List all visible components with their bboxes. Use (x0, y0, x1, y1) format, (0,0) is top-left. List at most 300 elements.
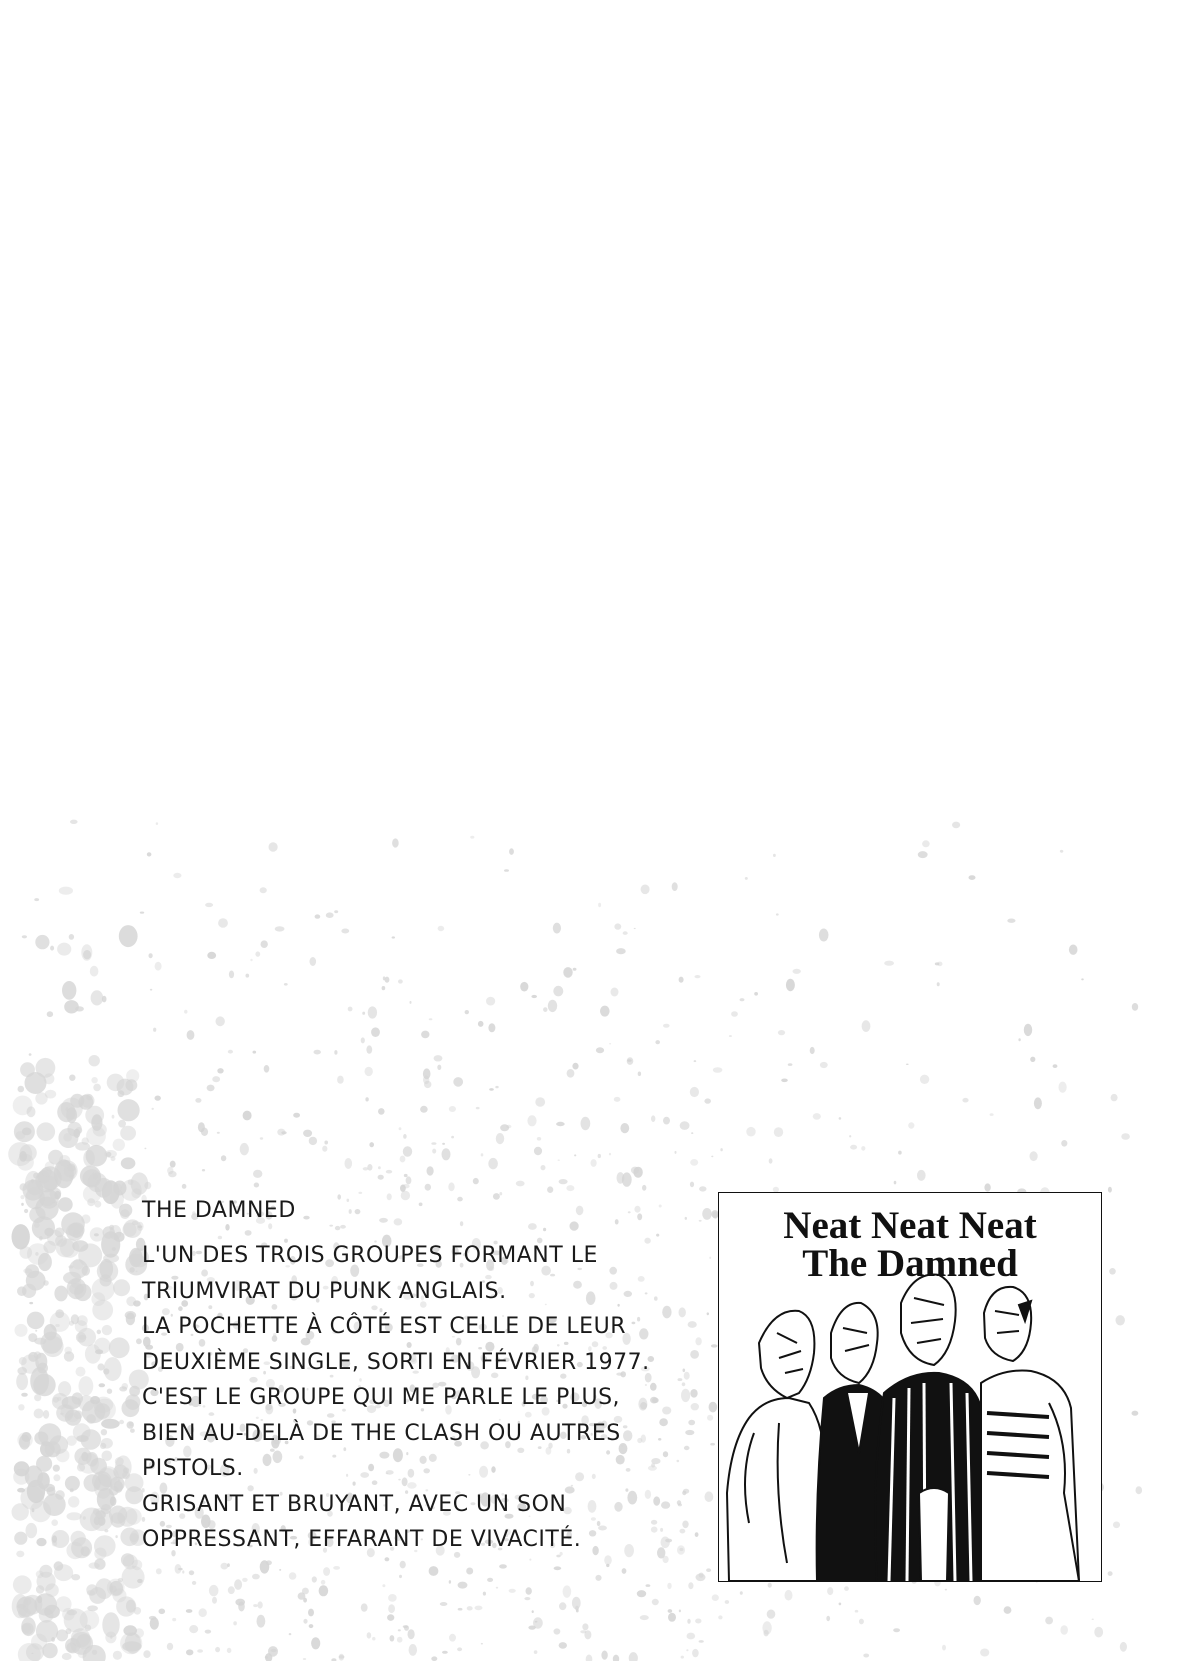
speckle (12, 1224, 30, 1249)
speckle (556, 1122, 565, 1126)
speckle (641, 885, 650, 895)
speckle (429, 1018, 433, 1020)
speckle (100, 1443, 106, 1449)
cover-title-line1: Neat Neat Neat (783, 1204, 1037, 1247)
speckle (234, 1579, 242, 1590)
speckle (1030, 1057, 1035, 1062)
speckle (534, 1147, 542, 1155)
speckle (442, 1651, 448, 1654)
speckle (679, 977, 684, 983)
speckle (884, 961, 894, 966)
speckle (720, 1148, 722, 1151)
speckle (64, 1165, 77, 1178)
speckle (367, 1632, 372, 1638)
speckle (917, 1170, 926, 1181)
speckle (668, 1613, 676, 1622)
speckle (440, 1602, 448, 1606)
speckle (20, 1144, 37, 1161)
speckle (638, 1072, 641, 1077)
speckle (149, 953, 153, 958)
speckle (101, 1429, 107, 1435)
speckle (54, 1286, 67, 1302)
speckle (205, 1630, 211, 1634)
speckle (388, 1604, 395, 1613)
speckle (21, 1203, 24, 1206)
speckle (182, 1184, 187, 1189)
speckle (29, 1053, 32, 1056)
speckle (980, 1649, 989, 1657)
speckle (125, 1508, 141, 1524)
speckle (509, 848, 514, 855)
speckle (442, 1148, 451, 1160)
speckle (1111, 1094, 1118, 1101)
speckle (839, 1117, 842, 1120)
speckle (819, 929, 829, 942)
speckle (92, 1300, 113, 1321)
speckle (66, 1642, 76, 1652)
speckle (409, 1644, 417, 1656)
speckle (563, 1585, 572, 1597)
speckle (764, 1630, 769, 1637)
speckle (710, 1443, 715, 1446)
speckle (598, 1154, 601, 1158)
speckle (918, 851, 928, 858)
speckle (115, 1535, 117, 1538)
speckle (144, 1148, 146, 1150)
speckle (28, 1333, 37, 1342)
speckle (1108, 1571, 1113, 1576)
speckle (516, 1181, 525, 1187)
speckle (167, 1643, 173, 1650)
speckle (611, 988, 619, 997)
speckle (488, 1023, 495, 1032)
speckle (984, 1183, 990, 1191)
speckle (275, 926, 285, 931)
speckle (378, 1108, 385, 1115)
speckle (22, 1624, 31, 1633)
speckle (205, 903, 213, 907)
speckle (50, 1435, 69, 1454)
speckle (609, 1153, 611, 1156)
speckle (543, 1007, 547, 1012)
speckle (448, 1182, 454, 1191)
speckle (1108, 1187, 1112, 1193)
speckle (319, 1585, 329, 1596)
speckle (403, 1146, 412, 1157)
speckle (254, 1183, 259, 1188)
speckle (974, 1596, 981, 1605)
speckle (366, 1045, 372, 1053)
speckle (431, 1142, 436, 1145)
speckle (269, 842, 278, 851)
speckle (333, 1566, 340, 1570)
speckle (598, 903, 601, 907)
speckle (1034, 1097, 1042, 1109)
speckle (690, 1159, 698, 1166)
caption-block (142, 1196, 702, 1558)
speckle (774, 1127, 783, 1137)
speckle (76, 1367, 86, 1377)
speckle (1045, 1617, 1053, 1625)
speckle (150, 1617, 159, 1629)
album-cover (718, 1192, 1102, 1582)
speckle (1094, 1627, 1103, 1638)
speckle (28, 1352, 38, 1362)
speckle (1018, 1038, 1020, 1041)
speckle (182, 1570, 184, 1573)
speckle (37, 1122, 56, 1141)
speckle (442, 1143, 445, 1145)
speckle (781, 1079, 788, 1083)
speckle (22, 1284, 36, 1298)
speckle (243, 1111, 252, 1121)
speckle (209, 1585, 219, 1596)
speckle (969, 875, 976, 880)
speckle (398, 979, 403, 983)
speckle (1081, 978, 1084, 980)
speckle (159, 1609, 166, 1615)
speckle (694, 1060, 697, 1062)
speckle (386, 1170, 392, 1174)
speckle (667, 1583, 671, 1589)
speckle (90, 1227, 104, 1241)
speckle (458, 1608, 463, 1611)
speckle (86, 1584, 97, 1595)
speckle (432, 1149, 436, 1154)
speckle (559, 1179, 568, 1184)
speckle (27, 1243, 49, 1265)
speckle (427, 1166, 434, 1175)
cover-title-line2: The Damned (802, 1242, 1018, 1285)
speckle (44, 1073, 55, 1084)
speckle (390, 1635, 395, 1641)
speckle (81, 944, 92, 961)
speckle (423, 1068, 431, 1079)
speckle (1030, 1151, 1038, 1161)
speckle (528, 1626, 535, 1630)
speckle (862, 1020, 871, 1032)
speckle (633, 1167, 642, 1178)
speckle (153, 1028, 156, 1032)
speckle (264, 1065, 270, 1073)
speckle (189, 1625, 198, 1633)
speckle (529, 1559, 531, 1561)
speckle (35, 1330, 37, 1332)
caption-line: C'EST LE GROUPE QUI ME PARLE LE PLUS, (142, 1385, 621, 1410)
speckle (58, 1197, 73, 1211)
speckle (86, 1126, 106, 1146)
speckle (228, 1586, 235, 1594)
speckle (242, 1578, 248, 1582)
speckle (14, 1121, 35, 1142)
speckle (1059, 1082, 1067, 1093)
speckle (78, 1649, 87, 1658)
speckle (706, 1568, 711, 1572)
speckle (42, 1336, 63, 1357)
speckle (57, 943, 71, 956)
speckle (372, 1637, 375, 1641)
speckle (227, 1648, 232, 1653)
speckle (361, 1037, 365, 1043)
speckle (893, 1628, 900, 1632)
speckle (339, 1655, 345, 1659)
speckle (675, 1151, 677, 1154)
speckle (591, 1159, 597, 1167)
speckle (221, 1563, 229, 1570)
speckle (18, 1086, 25, 1093)
speckle (434, 1055, 443, 1061)
speckle (496, 1587, 498, 1589)
speckle (740, 1591, 743, 1595)
speckle (36, 1620, 58, 1642)
speckle (13, 1575, 32, 1594)
speckle (122, 1223, 136, 1237)
speckle (572, 1063, 578, 1070)
speckle (575, 1606, 579, 1611)
speckle (95, 1403, 111, 1419)
speckle (768, 1583, 772, 1588)
speckle (35, 935, 49, 949)
speckle (114, 1232, 125, 1242)
speckle (120, 1528, 139, 1547)
speckle (616, 948, 626, 954)
speckle (679, 1610, 681, 1613)
speckle (406, 1176, 412, 1184)
speckle (29, 1207, 45, 1223)
speckle (14, 1532, 27, 1545)
speckle (348, 1007, 353, 1012)
speckle (382, 1584, 385, 1587)
speckle (337, 1076, 344, 1084)
speckle (126, 1069, 139, 1082)
speckle (131, 1188, 141, 1198)
speckle (358, 1192, 362, 1194)
speckle (118, 1120, 126, 1128)
speckle (776, 913, 779, 915)
speckle (250, 959, 252, 961)
speckle (458, 1582, 468, 1589)
speckle (115, 1457, 124, 1466)
speckle (21, 1393, 28, 1397)
speckle (652, 1599, 659, 1605)
speckle (126, 1296, 136, 1306)
speckle (537, 1137, 541, 1141)
speckle (382, 986, 386, 990)
speckle (56, 1238, 75, 1257)
speckle (1120, 1642, 1127, 1652)
speckle (119, 1420, 124, 1424)
speckle (535, 1097, 545, 1106)
speckle (385, 977, 390, 983)
speckle (113, 1651, 122, 1660)
speckle (369, 1142, 374, 1147)
speckle (400, 1561, 406, 1569)
speckle (613, 1655, 619, 1661)
speckle (73, 1423, 91, 1441)
speckle (13, 1096, 33, 1116)
speckle (50, 946, 54, 951)
speckle (90, 966, 99, 977)
speckle (67, 1512, 82, 1520)
speckle (702, 1208, 712, 1220)
speckle (42, 1167, 52, 1177)
speckle (1069, 945, 1078, 955)
speckle (302, 1588, 309, 1595)
speckle (695, 1619, 701, 1624)
speckle (326, 912, 334, 918)
speckle (260, 1137, 263, 1139)
speckle (26, 1523, 38, 1538)
speckle (690, 1087, 699, 1097)
speckle (121, 1399, 139, 1417)
speckle (740, 998, 745, 1001)
speckle (184, 1010, 187, 1014)
speckle (574, 1154, 576, 1156)
speckle (75, 1320, 88, 1333)
speckle (453, 1077, 463, 1087)
speckle (429, 1566, 439, 1576)
speckle (945, 1589, 947, 1591)
speckle (112, 1115, 115, 1119)
speckle (680, 1121, 690, 1130)
speckle (113, 1279, 130, 1296)
speckle (99, 1383, 106, 1387)
speckle (334, 1050, 337, 1055)
speckle (129, 1386, 140, 1397)
speckle (614, 923, 621, 929)
caption-line: PISTOLS. (142, 1456, 244, 1481)
speckle (240, 1143, 249, 1155)
speckle (92, 1278, 115, 1301)
speckle (709, 1402, 718, 1413)
speckle (16, 1551, 24, 1558)
speckle (80, 1166, 101, 1187)
speckle (378, 1166, 381, 1169)
speckle (47, 1487, 56, 1496)
speckle (97, 1363, 104, 1370)
speckle (221, 1155, 226, 1161)
speckle (324, 1141, 328, 1145)
speckle (109, 1337, 130, 1358)
speckle (449, 1634, 456, 1642)
speckle (64, 1351, 74, 1361)
speckle (563, 967, 572, 978)
speckle (524, 1597, 530, 1600)
speckle (63, 1133, 72, 1142)
speckle (699, 1186, 706, 1191)
speckle (261, 940, 268, 948)
speckle (246, 974, 250, 978)
speckle (690, 1182, 694, 1188)
speckle (942, 1645, 946, 1651)
speckle (70, 820, 78, 824)
speckle (111, 1156, 116, 1161)
speckle (227, 1563, 230, 1567)
speckle (646, 1584, 651, 1587)
speckle (392, 838, 399, 847)
speckle (29, 1302, 33, 1304)
speckle (362, 1012, 365, 1015)
speckle (1060, 1625, 1068, 1634)
speckle (672, 882, 678, 891)
speckle (859, 1619, 864, 1625)
speckle (827, 1587, 833, 1595)
speckle (57, 1397, 61, 1401)
speckle (527, 1115, 536, 1126)
speckle (937, 962, 942, 967)
speckle (596, 1047, 604, 1053)
speckle (207, 1085, 215, 1092)
speckle (559, 1642, 567, 1649)
speckle (489, 1088, 494, 1091)
speckle (98, 1468, 117, 1487)
speckle (260, 887, 267, 893)
speckle (69, 934, 74, 940)
speckle (22, 935, 27, 938)
speckle (42, 1643, 57, 1658)
speckle (126, 1313, 135, 1326)
speckle (119, 925, 138, 947)
speckle (134, 1628, 144, 1638)
speckle (303, 1130, 312, 1137)
speckle (535, 1621, 538, 1623)
speckle (400, 1185, 406, 1192)
speckle (110, 1635, 112, 1639)
speckle (704, 1098, 711, 1103)
speckle (341, 929, 349, 934)
speckle (95, 1201, 102, 1208)
speckle (663, 1024, 670, 1028)
speckle (195, 1098, 201, 1103)
speckle (257, 1615, 266, 1628)
speckle (559, 1602, 566, 1610)
speckle (582, 1623, 588, 1630)
speckle (48, 1150, 63, 1165)
speckle (109, 1506, 127, 1524)
speckle (69, 1260, 88, 1279)
speckle (861, 1146, 865, 1151)
speckle (620, 1123, 629, 1133)
speckle (216, 1016, 225, 1026)
speckle (69, 1075, 75, 1081)
speckle (908, 1122, 914, 1128)
speckle (962, 1098, 968, 1103)
speckle (253, 1051, 257, 1054)
speckle (20, 1183, 27, 1190)
speckle (709, 1257, 711, 1259)
caption-line: BIEN AU-DELÀ DE THE CLASH OU AUTRES (142, 1420, 621, 1446)
speckle (43, 1410, 49, 1419)
speckle (711, 1344, 718, 1347)
speckle (699, 1640, 704, 1643)
speckle (253, 1170, 262, 1178)
speckle (470, 836, 474, 839)
speckle (125, 1473, 144, 1492)
speckle (207, 952, 216, 959)
speckle (566, 1185, 574, 1191)
speckle (586, 1655, 593, 1661)
speckle (116, 1596, 136, 1616)
speckle (39, 1565, 52, 1578)
caption-line: GRISANT ET BRUYANT, AVEC UN SON (142, 1491, 567, 1517)
speckle (634, 928, 636, 929)
speckle (33, 1374, 55, 1396)
caption-line: L'UN DES TROIS GROUPES FORMANT LE (142, 1243, 598, 1268)
speckle (140, 912, 144, 914)
speckle (687, 1619, 690, 1624)
speckle (580, 1630, 586, 1633)
speckle (309, 1137, 317, 1145)
